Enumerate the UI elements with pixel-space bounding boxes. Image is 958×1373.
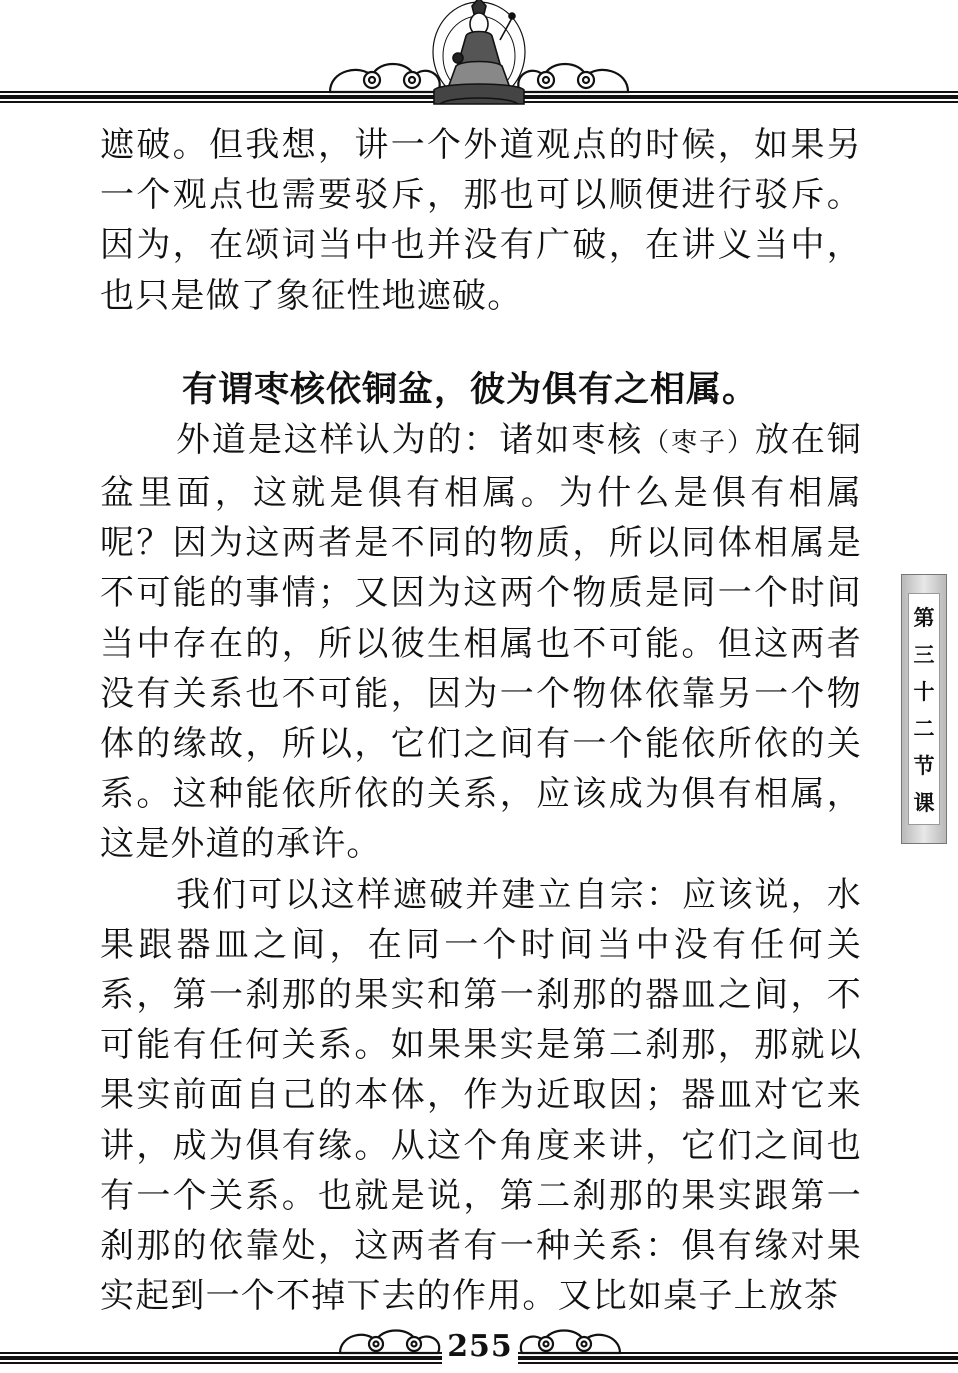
lesson-side-tab — [901, 574, 947, 844]
paragraph-text: 放在铜盆里面，这就是俱有相属。为什么是俱有相属呢？因为这两者是不同的物质，所以同体相属是不可能的事情；又因为这两个物质是同一个时间当中存在的，所以彼生相属也不可能。但这两者没有关系也不可能，因为一个物体依靠另一个物体的缘故，所以，它们之间有一个能依所依的关系。这种能依所依的关系，应该成为俱有相属，这是外道的承许。 — [100, 419, 862, 865]
inline-note: （枣子） — [643, 427, 755, 458]
cloud-scroll-icon — [330, 64, 440, 92]
page-header-ornament — [0, 0, 958, 110]
side-tab-char: 二 — [913, 716, 935, 741]
verse-heading: 有谓枣核依铜盆，彼为俱有之相属。 — [182, 369, 759, 410]
paragraph-refutation: 我们可以这样遮破并建立自宗：应该说，水果跟器皿之间，在同一个时间当中没有任何关系，第一刹那的果实和第一刹那的器皿之间，不可能有任何关系。如果果实是第二刹那，那就以果实前面自己的本体，作为近取因；器皿对它来讲，成为俱有缘。从这个角度来讲，它们之间也有一个关系。也就是说，第二刹那的果实跟第一刹那的依靠处，这两者有一种关系：俱有缘对果实起到一个不掉下去的作用。又比如桌子上放茶 — [100, 874, 862, 1317]
lesson-side-tab-label — [908, 593, 940, 825]
side-tab-char: 节 — [913, 753, 935, 778]
side-tab-char: 十 — [913, 679, 935, 704]
paragraph-outsider-view — [100, 415, 862, 870]
seated-deity-figure-icon — [433, 0, 525, 104]
side-tab-char: 课 — [913, 790, 935, 815]
paragraph-text: 外道是这样认为的：诸如枣核 — [176, 419, 644, 460]
cloud-scroll-icon — [518, 64, 628, 92]
cloud-scroll-icon — [340, 1331, 439, 1354]
side-tab-char: 第 — [913, 605, 935, 630]
cloud-scroll-icon — [521, 1331, 620, 1354]
page-content — [100, 120, 862, 1321]
page-number: 255 — [447, 1329, 513, 1364]
side-tab-char: 三 — [913, 642, 935, 667]
paragraph-continued: 遮破。但我想，讲一个外道观点的时候，如果另一个观点也需要驳斥，那也可以顺便进行驳斥。因为，在颂词当中也并没有广破，在讲义当中，也只是做了象征性地遮破。 — [100, 125, 862, 316]
